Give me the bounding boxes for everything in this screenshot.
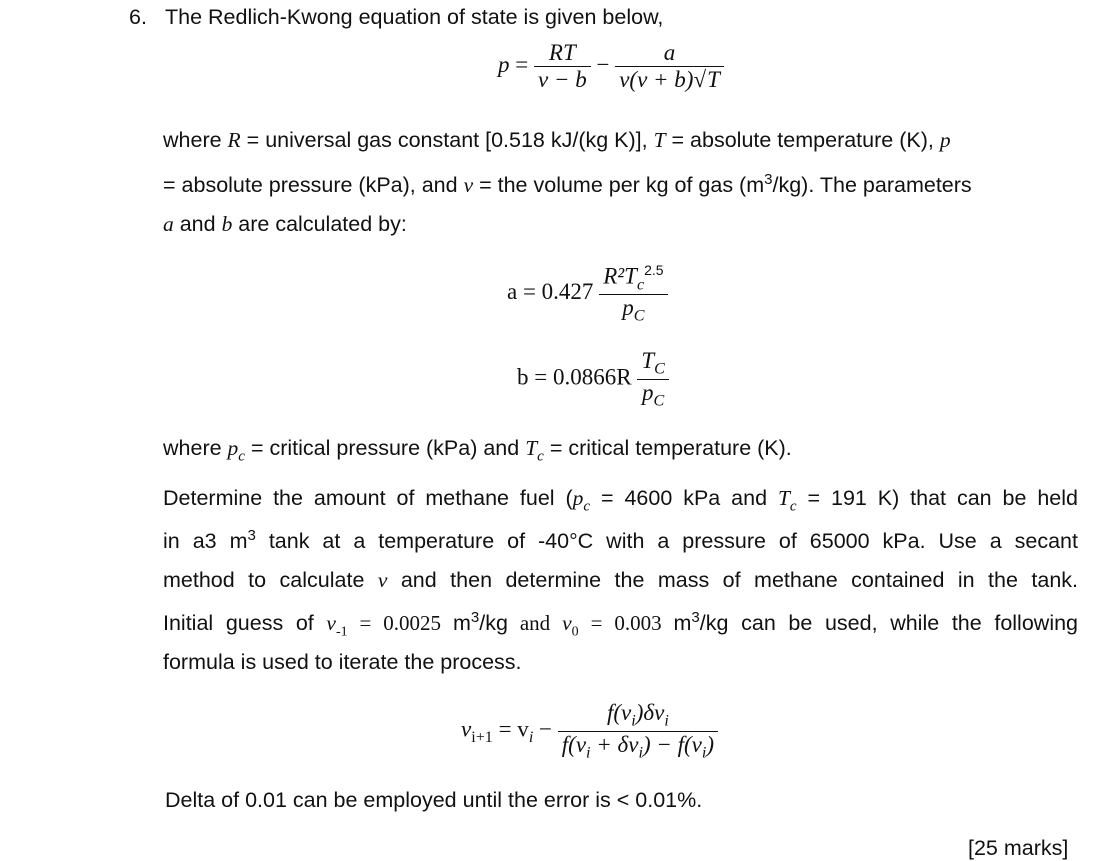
where-line-2: = absolute pressure (kPa), and v = the volume per kg of gas $(m^3/kg)$. The parameters (163, 171, 972, 198)
critical-definitions: where $p_c$ = critical pressure (kPa) and $T_c$ = critical temperature (K). (163, 436, 792, 465)
marks-label: [25 marks] (968, 836, 1069, 860)
determine-line-4: Initial guess of $v_{-1} = 0.0025$ $m^3/kg$ and $v_0 = 0.003$ $m^3/kg$ can be used, while the following (163, 609, 1079, 640)
equation-a-fraction: $\frac{R^2T_c^{2.5}}{p_C}$ (599, 262, 667, 326)
secant-equation: $v_{i+1} = v_i$ − $\frac{f(v_i)\delta v_i}{f(v_i + \delta v_i) - f(v_i)}$ (461, 700, 718, 762)
secant-fraction: $\frac{f(v_i)\delta v_i}{f(v_i + \delta v_i) - f(v_i)}$ (558, 700, 718, 762)
rk-fraction-1: $\frac{RT}{v - b}$ (534, 40, 591, 93)
determine-line-2: in a3 $m^3$ tank at a temperature of -40°C with a pressure of 65000 kPa. Use a secant (163, 527, 1078, 554)
determine-line-5: formula is used to iterate the process. (163, 650, 522, 674)
determine-line-1: Determine the amount of methane fuel ($p_c = 4600$ kPa and $T_c = 191$ K) that can be held (163, 486, 1078, 515)
equation-b-fraction: $\frac{T_C}{p_C}$ (637, 348, 669, 410)
rk-fraction-2: $\frac{a}{v(v + b)√T}$ (615, 40, 724, 93)
where-line-1: where R = universal gas constant [0.518 kJ/(kg K)], T = absolute temperature (K), p (163, 128, 951, 152)
question-number: 6. (129, 5, 147, 29)
question-heading: The Redlich-Kwong equation of state is given below, (165, 5, 664, 29)
where-line-3: a and b are calculated by: (163, 212, 407, 236)
equation-a: a = 0.427 $\frac{R^2T_c^{2.5}}{p_C}$ (507, 262, 668, 326)
delta-line: Delta of 0.01 can be employed until the error is < 0.01%. (165, 788, 703, 812)
equation-b: b = 0.0866R $\frac{T_C}{p_C}$ (517, 348, 669, 410)
determine-line-3: method to calculate v and then determine the mass of methane contained in the tank. (163, 568, 1078, 592)
rk-lhs: p (498, 51, 510, 77)
redlich-kwong-equation: p = $\frac{RT}{v - b}$ − $\frac{a}{v(v + b)√T}$ (498, 40, 724, 93)
